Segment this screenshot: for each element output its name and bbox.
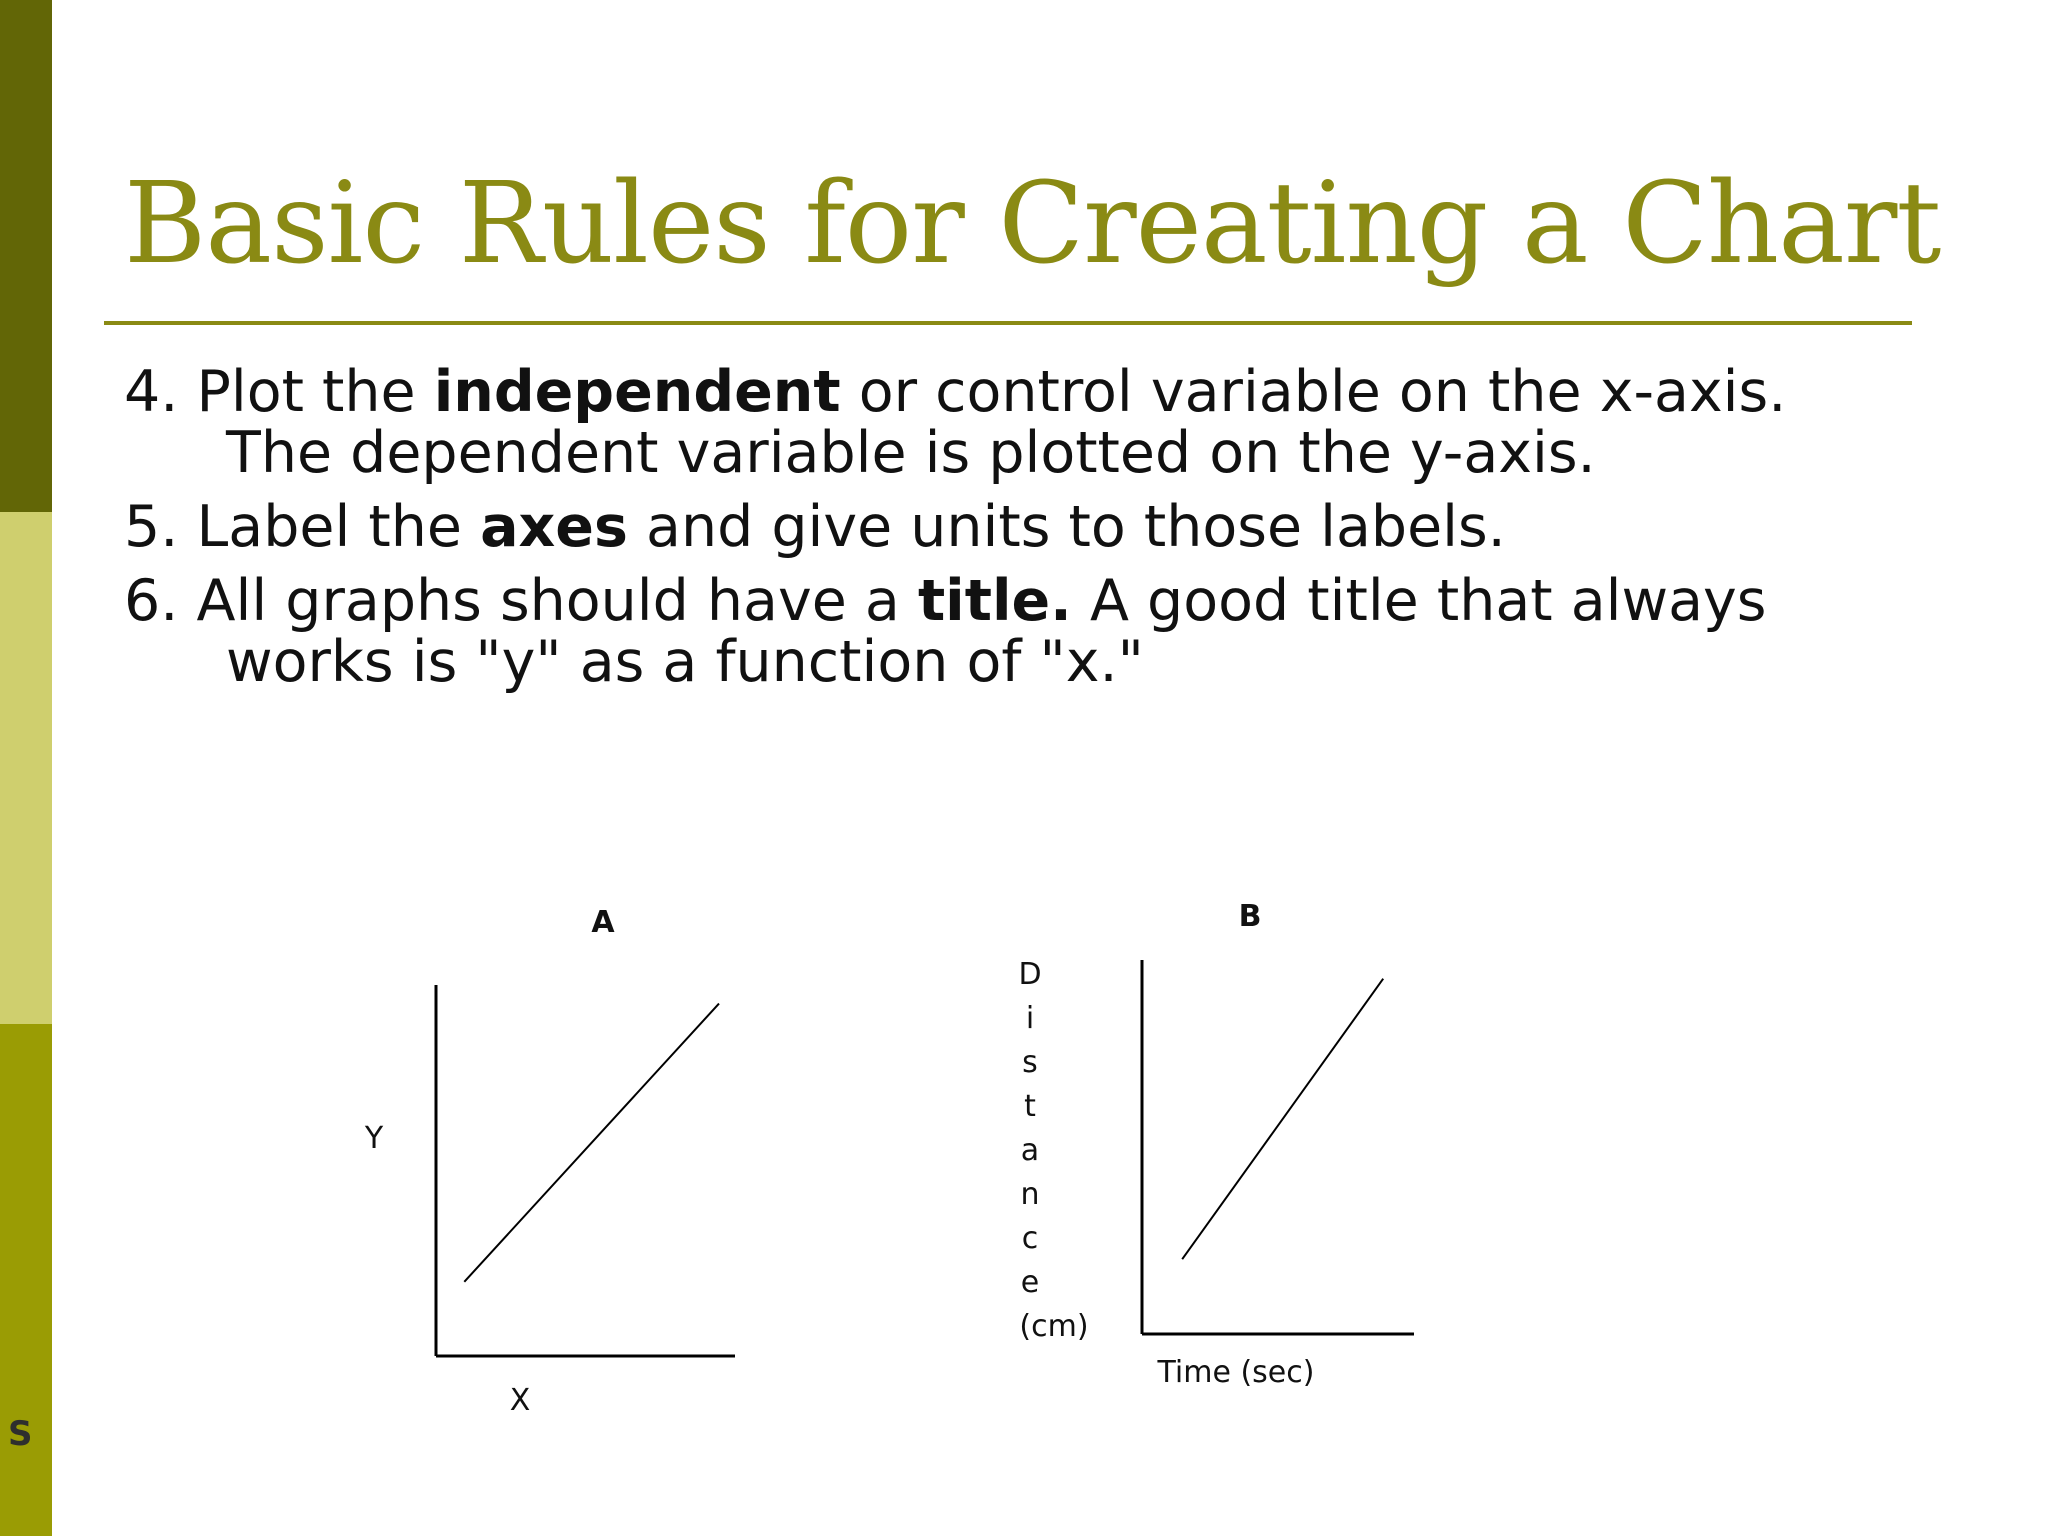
graph-b-y-label-letter: (cm)	[1019, 1309, 1089, 1344]
graph-b-y-label-letter: i	[1025, 1001, 1035, 1036]
graph-b-series-line	[1182, 979, 1383, 1259]
graph-b-y-label-letter: D	[1018, 957, 1042, 992]
graph-a	[364, 905, 735, 1418]
bullet-text: 5. Label the	[124, 494, 481, 560]
graph-a-y-label: Y	[364, 1121, 384, 1156]
graph-b-y-label-letter: n	[1020, 1177, 1040, 1212]
graph-b-y-label-letter: e	[1020, 1265, 1040, 1300]
sidebar-letter: S	[8, 1414, 33, 1454]
graph-a-title: A	[591, 905, 615, 940]
graph-b	[1018, 899, 1414, 1390]
graph-b-title: B	[1238, 899, 1262, 934]
bullet-emphasis: independent	[433, 359, 841, 425]
graph-a-series-line	[464, 1004, 719, 1282]
graph-b-y-label	[1018, 957, 1088, 1344]
bullet-text: A good title that always works is "y" as a function of "x."	[226, 568, 1767, 695]
bullet-text: or control variable on the x-axis. The dependent variable is plotted on the y-axis.	[226, 359, 1787, 486]
graph-b-y-label-letter: t	[1024, 1089, 1036, 1124]
slide-title: Basic Rules for Creating a Chart	[124, 159, 1941, 289]
graph-b-y-label-letter: s	[1022, 1045, 1038, 1080]
bullet-text: and give units to those labels.	[627, 494, 1506, 560]
graph-a-x-label: X	[509, 1383, 531, 1418]
bullet-text: 6. All graphs should have a	[124, 568, 918, 634]
graph-b-y-label-letter: a	[1020, 1133, 1040, 1168]
bullet-text: 4. Plot the	[124, 359, 434, 425]
graph-b-x-label: Time (sec)	[1157, 1355, 1315, 1390]
bullet-emphasis: title.	[917, 568, 1072, 634]
bullet-emphasis: axes	[480, 494, 628, 560]
graph-b-y-label-letter: c	[1021, 1221, 1039, 1256]
